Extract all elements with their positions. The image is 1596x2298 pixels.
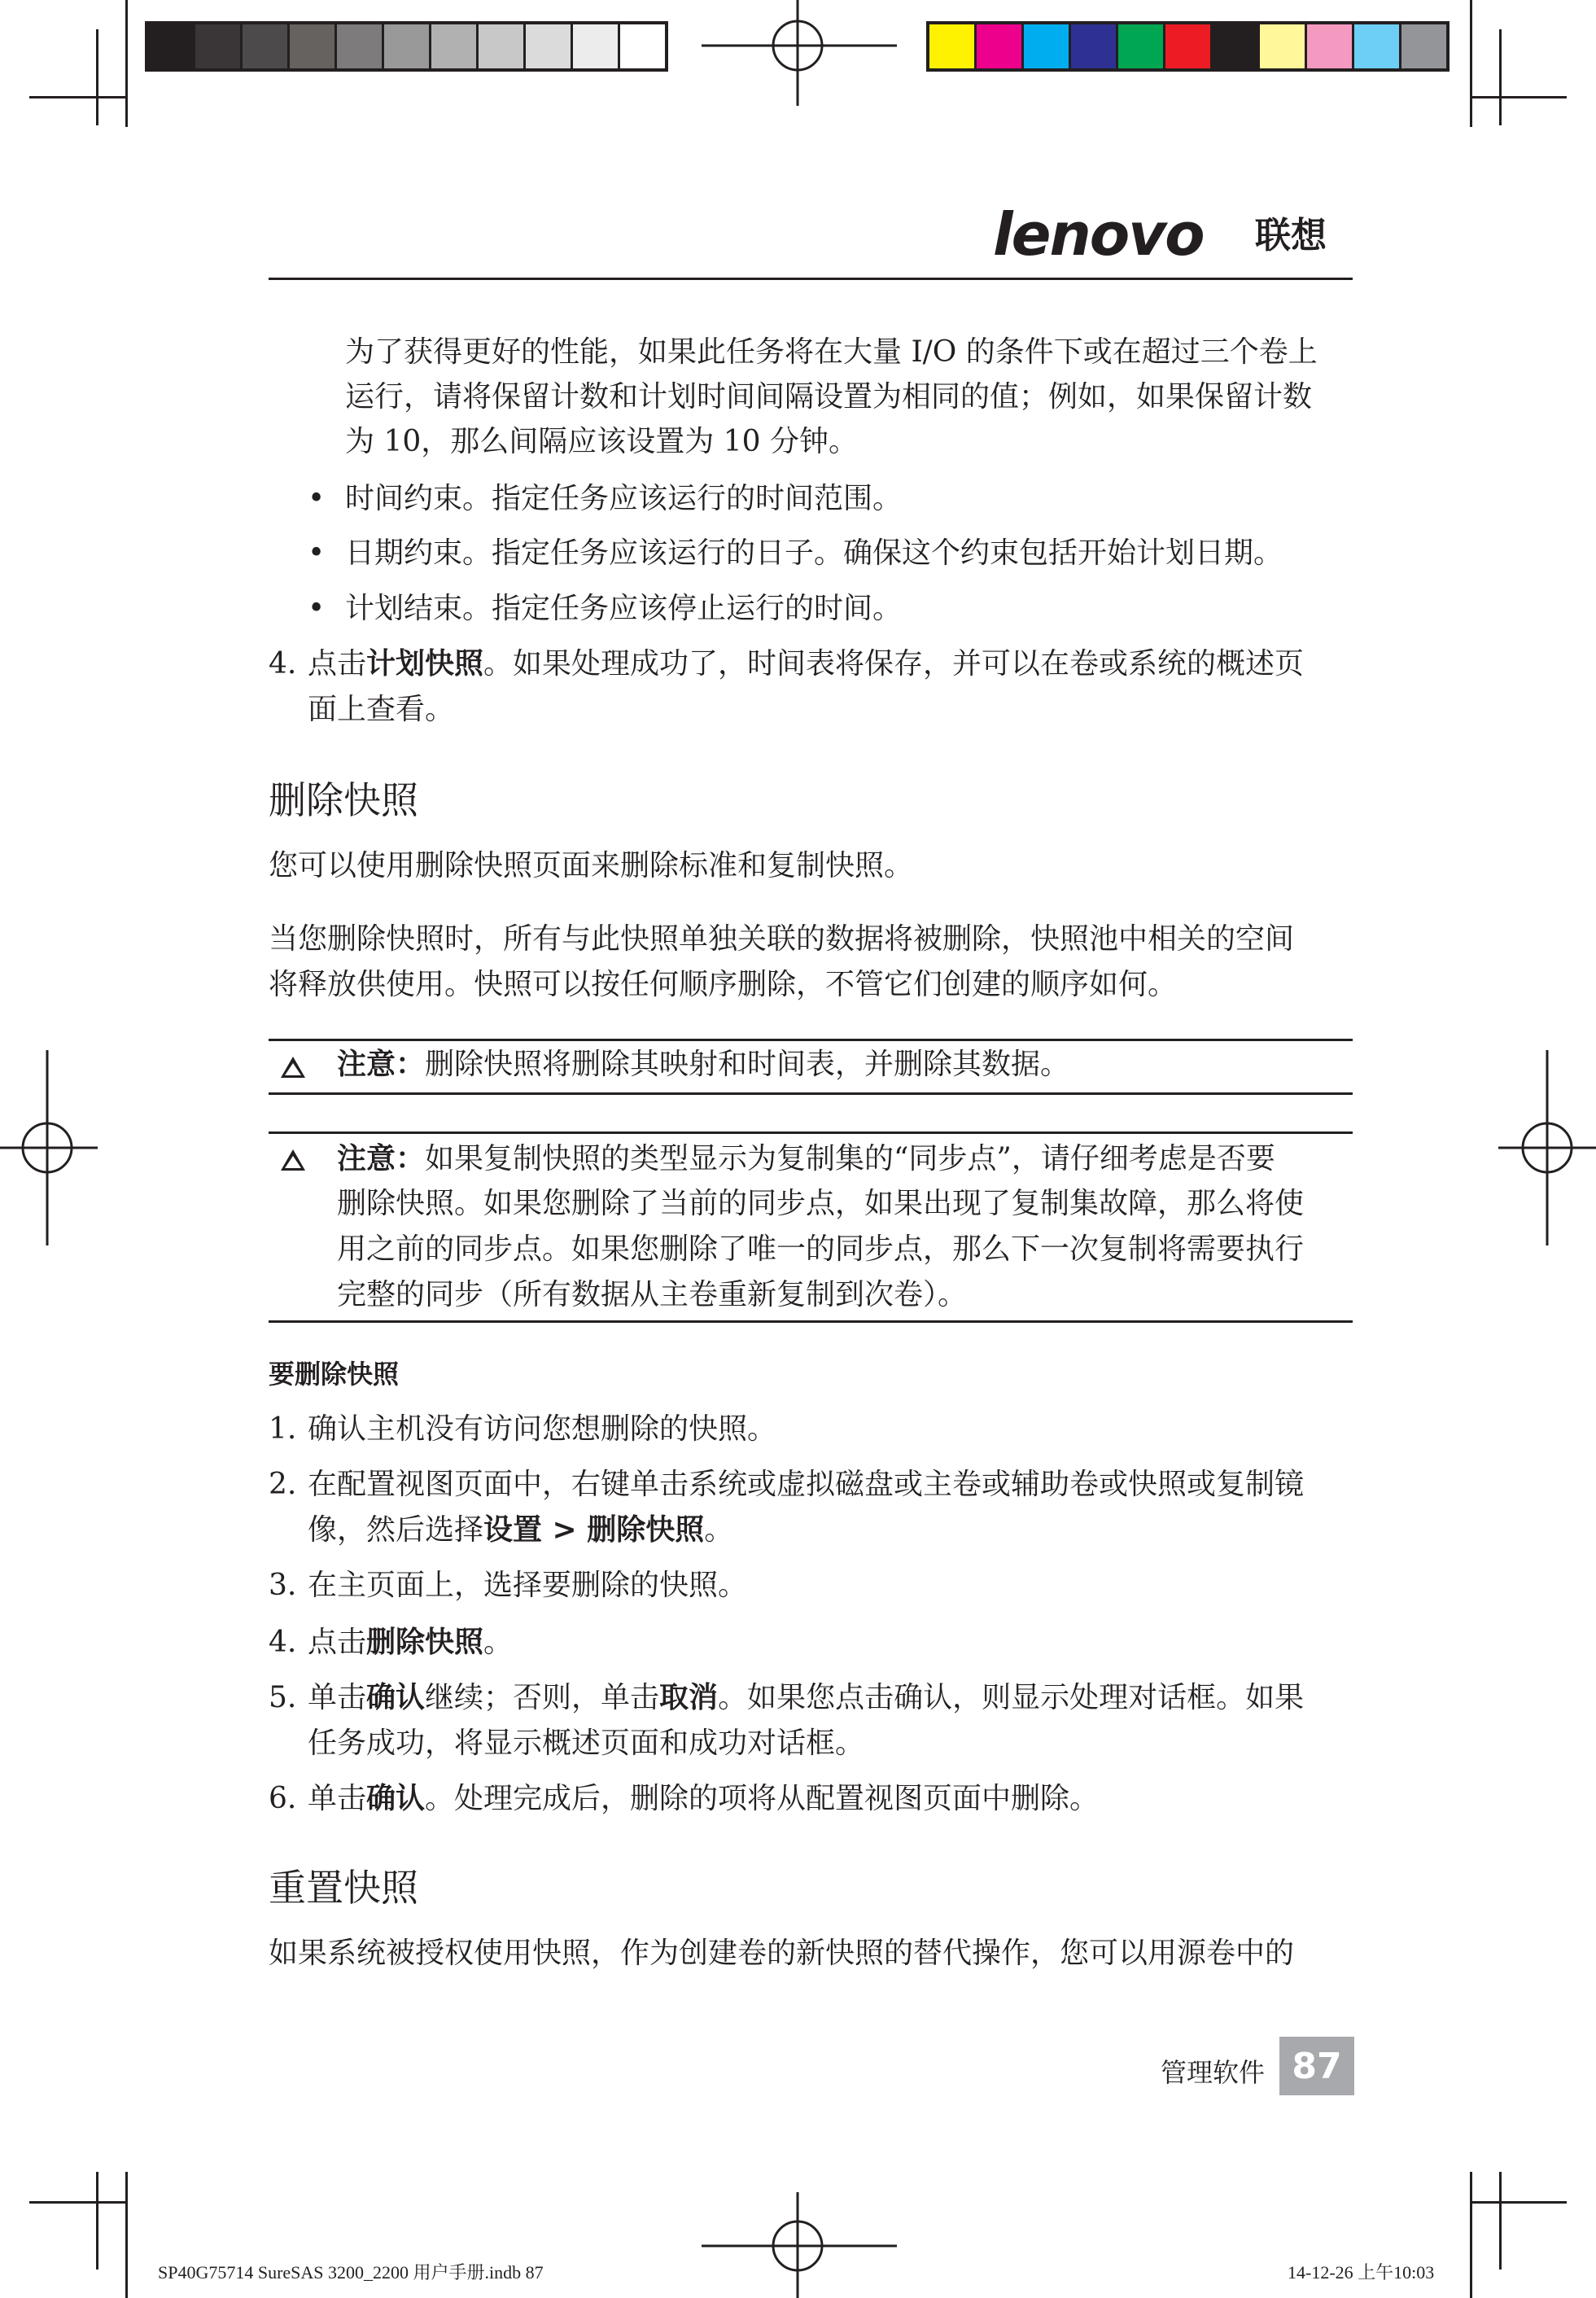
intro-line: 为 10，那么间隔应该设置为 10 分钟。 [345,425,858,458]
paragraph: 您可以使用删除快照页面来删除标准和复制快照。 [269,849,914,882]
step-number: 4. [269,1626,297,1659]
color-swatch [977,24,1024,68]
bullet-item: 计划结束。指定任务应该停止运行的时间。 [345,592,903,625]
file-slug: SP40G75714 SureSAS 3200_2200 用户手册.indb 87 [158,2262,544,2283]
color-swatch [1260,24,1307,68]
color-swatch [1213,24,1260,68]
note-rule-top [269,1131,1353,1134]
ui-term: 确认 [366,1681,426,1714]
process-color-bar [926,21,1450,72]
color-swatch [148,24,195,68]
note-text: 用之前的同步点。如果您删除了唯一的同步点，那么下一次复制将需要执行 [337,1232,1305,1266]
step-text: 点击删除快照。 [308,1626,514,1659]
procedure-heading: 要删除快照 [269,1359,400,1390]
bullet-item: 时间约束。指定任务应该运行的时间范围。 [345,482,903,515]
step-text: 单击确认。处理完成后，删除的项将从配置视图页面中删除。 [308,1782,1100,1815]
crop-mark [1470,0,1472,127]
bullet-item: 日期约束。指定任务应该运行的日子。确保这个约束包括开始计划日期。 [345,536,1283,570]
grayscale-color-bar [145,21,668,72]
color-swatch [337,24,384,68]
ui-term: 确认 [366,1782,426,1815]
intro-line: 为了获得更好的性能，如果此任务将在大量 I/O 的条件下或在超过三个卷上 [345,335,1318,369]
note-rule-top [269,1039,1353,1041]
crop-mark [125,0,128,127]
note-text: 注意：删除快照将删除其映射和时间表，并删除其数据。 [337,1048,1070,1081]
registration-mark-top [702,0,897,106]
color-swatch [1354,24,1401,68]
note-rule-bottom [269,1320,1353,1323]
step-number: 2. [269,1468,297,1501]
step-text: 在主页面上，选择要删除的快照。 [308,1569,748,1602]
color-swatch [479,24,526,68]
ui-term: 计划快照 [366,647,484,681]
lenovo-logo: lenovo [993,200,1204,269]
intro-line: 运行，请将保留计数和计划时间间隔设置为相同的值；例如，如果保留计数 [345,380,1313,414]
bullet-dot: • [308,482,326,515]
caution-icon [281,1057,305,1078]
crop-mark [96,29,98,125]
step-text: 面上查看。 [308,693,455,726]
note-text: 注意：如果复制快照的类型显示为复制集的“同步点”，请仔细考虑是否要 [337,1142,1275,1175]
bullet-dot: • [308,592,326,625]
paragraph: 将释放供使用。快照可以按任何顺序删除，不管它们创建的顺序如何。 [269,968,1178,1001]
note-text: 删除快照。如果您删除了当前的同步点，如果出现了复制集故障，那么将使 [337,1187,1305,1220]
step-number: 1. [269,1412,297,1446]
registration-mark-left [0,1050,98,1245]
note-rule-bottom [269,1092,1353,1095]
note-label: 注意： [337,1048,426,1081]
color-swatch [1307,24,1354,68]
color-swatch [1024,24,1071,68]
step-text: 确认主机没有访问您想删除的快照。 [308,1412,777,1446]
section-heading: 重置快照 [269,1866,418,1910]
color-swatch [431,24,479,68]
crop-mark [29,2201,125,2204]
step-text: 任务成功，将显示概述页面和成功对话框。 [308,1727,865,1760]
step-number: 5. [269,1681,297,1714]
paragraph: 如果系统被授权使用快照，作为创建卷的新快照的替代操作，您可以用源卷中的 [269,1937,1295,1970]
page-number: 87 [1279,2037,1354,2095]
bullet-dot: • [308,536,326,570]
color-swatch [384,24,431,68]
ui-term: 取消 [659,1681,719,1714]
color-swatch [1071,24,1118,68]
color-swatch [1118,24,1165,68]
registration-mark-bottom [702,2192,897,2298]
section-heading: 删除快照 [269,778,418,822]
step-number: 6. [269,1782,297,1815]
step-number: 4. [269,647,297,681]
registration-mark-right [1498,1050,1596,1245]
caution-icon [281,1149,305,1171]
print-timestamp: 14-12-26 上午10:03 [1288,2262,1435,2283]
color-swatch [573,24,620,68]
step-text: 单击确认继续；否则，单击取消。如果您点击确认，则显示处理对话框。如果 [308,1681,1305,1714]
ui-term: 删除快照 [366,1626,484,1659]
step-text: 像，然后选择设置 > 删除快照。 [308,1513,734,1547]
crop-mark [1499,29,1502,125]
ui-term: 设置 > 删除快照 [483,1513,705,1547]
crop-mark [29,96,125,98]
step-text: 点击计划快照。如果处理成功了，时间表将保存，并可以在卷或系统的概述页 [308,647,1305,681]
color-swatch [290,24,337,68]
crop-mark [1472,96,1567,98]
header-rule [269,278,1353,280]
color-swatch [1165,24,1213,68]
step-number: 3. [269,1569,297,1602]
paragraph: 当您删除快照时，所有与此快照单独关联的数据将被删除，快照池中相关的空间 [269,922,1295,956]
crop-mark [96,2172,98,2270]
lenovo-logo-chinese: 联想 [1255,215,1327,256]
note-text: 完整的同步（所有数据从主卷重新复制到次卷）。 [337,1278,968,1311]
crop-mark [125,2172,128,2298]
color-swatch [195,24,243,68]
crop-mark [1470,2172,1472,2298]
color-swatch [526,24,573,68]
color-swatch [620,24,665,68]
step-text: 在配置视图页面中，右键单击系统或虚拟磁盘或主卷或辅助卷或快照或复制镜 [308,1468,1305,1501]
note-label: 注意： [337,1142,426,1175]
crop-mark [1499,2172,1502,2270]
footer-section-label: 管理软件 [1161,2057,1266,2088]
color-swatch [929,24,977,68]
color-swatch [1401,24,1446,68]
crop-mark [1472,2201,1567,2204]
color-swatch [243,24,290,68]
